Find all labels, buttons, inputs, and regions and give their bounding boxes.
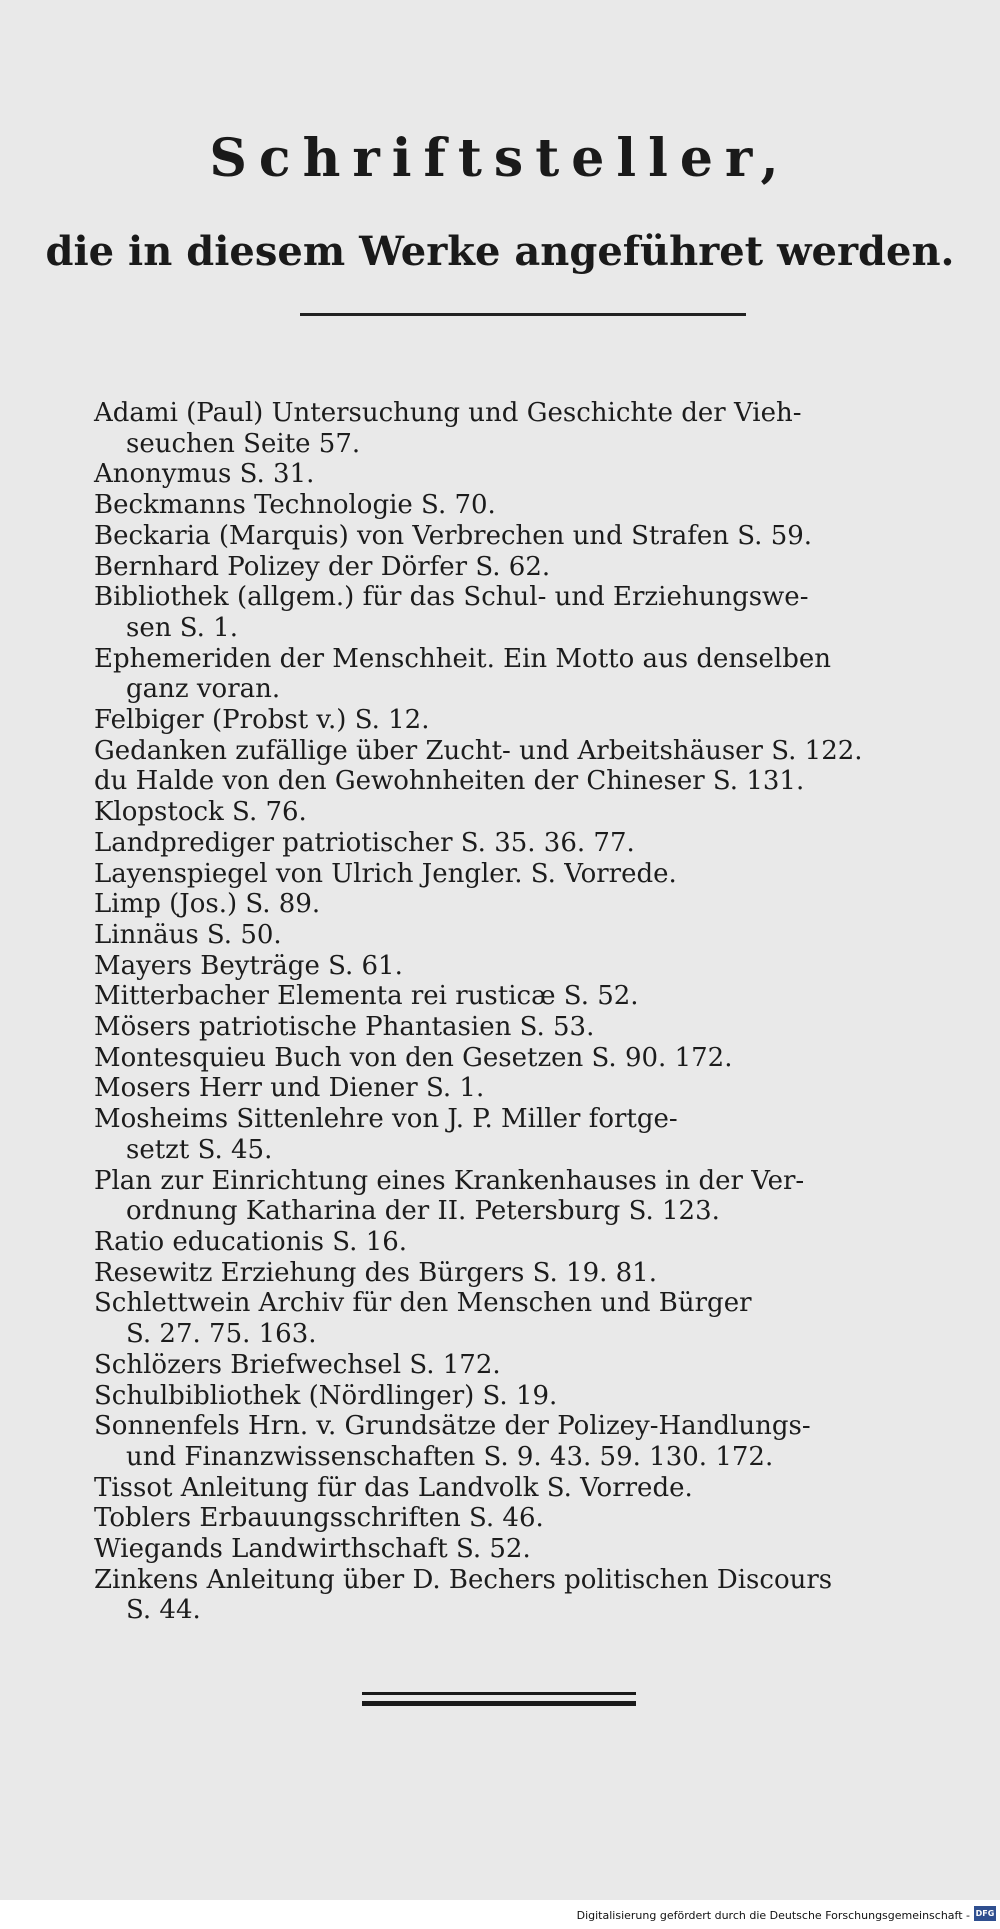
index-entry-text: Klopstock S. 76. (94, 797, 307, 828)
index-entry-text: Montesquieu Buch von den Gesetzen S. 90. 172. (94, 1042, 733, 1073)
index-entry-text: Bibliothek (allgem.) für das Schul- und Erziehungswe- (94, 582, 809, 613)
index-entry (94, 1565, 914, 1626)
page-subtitle: die in diesem Werke angeführet werden. (45, 228, 955, 275)
index-entry-continuation: S. 44. (126, 1595, 201, 1626)
index-entry-text: Tissot Anleitung für das Landvolk S. Vorrede. (94, 1472, 693, 1503)
bottom-divider (362, 1692, 636, 1706)
index-entry-continuation: ganz voran. (126, 674, 281, 705)
index-entry-text: Beckmanns Technologie S. 70. (94, 490, 496, 521)
index-entry-continuation: ordnung Katharina der II. Petersburg S. 123. (126, 1196, 720, 1227)
index-entry (94, 981, 914, 1012)
index-entry-text: Ratio educationis S. 16. (94, 1226, 408, 1257)
index-entry (94, 644, 914, 705)
index-entry-text: Limp (Jos.) S. 89. (94, 889, 321, 920)
index-entry (94, 951, 914, 982)
index-entry (94, 1503, 914, 1534)
index-entry-text: Schlettwein Archiv für den Menschen und Bürger (94, 1288, 752, 1319)
index-entry (94, 797, 914, 828)
index-entry-text: Beckaria (Marquis) von Verbrechen und Strafen S. 59. (94, 520, 813, 551)
index-entry (94, 1473, 914, 1504)
top-divider (300, 313, 746, 316)
index-entry-text: Mosers Herr und Diener S. 1. (94, 1073, 485, 1104)
index-entry (94, 859, 914, 890)
index-entry-text: Sonnenfels Hrn. v. Grundsätze der Polizey-Handlungs- (94, 1411, 811, 1442)
index-entry (94, 490, 914, 521)
index-entry (94, 766, 914, 797)
index-entry-text: Felbiger (Probst v.) S. 12. (94, 705, 430, 736)
index-entry-text: Resewitz Erziehung des Bürgers S. 19. 81. (94, 1257, 657, 1288)
index-entry-text: Gedanken zufällige über Zucht- und Arbeitshäuser S. 122. (94, 735, 863, 766)
index-entry (94, 1534, 914, 1565)
index-entry (94, 1350, 914, 1381)
index-entry (94, 1012, 914, 1043)
index-entry (94, 398, 914, 459)
index-entry (94, 1073, 914, 1104)
index-entry (94, 889, 914, 920)
index-entry-continuation: sen S. 1. (126, 612, 238, 643)
index-entry (94, 1043, 914, 1074)
author-index-list (94, 398, 914, 1626)
index-entry (94, 920, 914, 951)
index-entry-text: Schlözers Briefwechsel S. 172. (94, 1349, 501, 1380)
index-entry-text: Linnäus S. 50. (94, 919, 282, 950)
index-entry (94, 1258, 914, 1289)
page-title: Schriftsteller, (209, 128, 791, 189)
index-entry-text: Anonymus S. 31. (94, 459, 315, 490)
index-entry (94, 1166, 914, 1227)
index-entry-continuation: und Finanzwissenschaften S. 9. 43. 59. 130. 172. (126, 1441, 774, 1472)
index-entry-continuation: setzt S. 45. (126, 1134, 273, 1165)
index-entry-text: Layenspiegel von Ulrich Jengler. S. Vorrede. (94, 858, 677, 889)
index-entry (94, 1227, 914, 1258)
index-entry (94, 459, 914, 490)
index-entry (94, 828, 914, 859)
index-entry-text: Ephemeriden der Menschheit. Ein Motto aus denselben (94, 643, 831, 674)
dfg-logo-icon: DFG (974, 1906, 996, 1921)
index-entry (94, 582, 914, 643)
index-entry (94, 521, 914, 552)
index-entry (94, 705, 914, 736)
index-entry-text: du Halde von den Gewohnheiten der Chineser S. 131. (94, 766, 805, 797)
index-entry (94, 552, 914, 583)
index-entry-text: Zinkens Anleitung über D. Bechers politischen Discours (94, 1564, 833, 1595)
index-entry-continuation: S. 27. 75. 163. (126, 1319, 317, 1350)
index-entry (94, 1288, 914, 1349)
index-entry (94, 736, 914, 767)
index-entry-text: Mösers patriotische Phantasien S. 53. (94, 1012, 595, 1043)
index-entry-text: Mitterbacher Elementa rei rusticæ S. 52. (94, 981, 639, 1012)
index-entry-text: Landprediger patriotischer S. 35. 36. 77. (94, 827, 635, 858)
funding-credit: Digitalisierung gefördert durch die Deutsche Forschungsgemeinschaft - (576, 1909, 970, 1922)
index-entry-text: Mayers Beyträge S. 61. (94, 950, 403, 981)
index-entry-text: Plan zur Einrichtung eines Krankenhauses in der Ver- (94, 1165, 805, 1196)
index-entry (94, 1411, 914, 1472)
index-entry-text: Schulbibliothek (Nördlinger) S. 19. (94, 1380, 558, 1411)
index-entry-text: Wiegands Landwirthschaft S. 52. (94, 1534, 531, 1565)
index-entry-continuation: seuchen Seite 57. (126, 428, 361, 459)
index-entry-text: Bernhard Polizey der Dörfer S. 62. (94, 551, 551, 582)
index-entry-text: Adami (Paul) Untersuchung und Geschichte der Vieh- (94, 398, 802, 428)
index-entry (94, 1104, 914, 1165)
index-entry-text: Toblers Erbauungsschriften S. 46. (94, 1503, 544, 1534)
index-entry-text: Mosheims Sittenlehre von J. P. Miller fortge- (94, 1104, 678, 1135)
index-entry (94, 1381, 914, 1412)
